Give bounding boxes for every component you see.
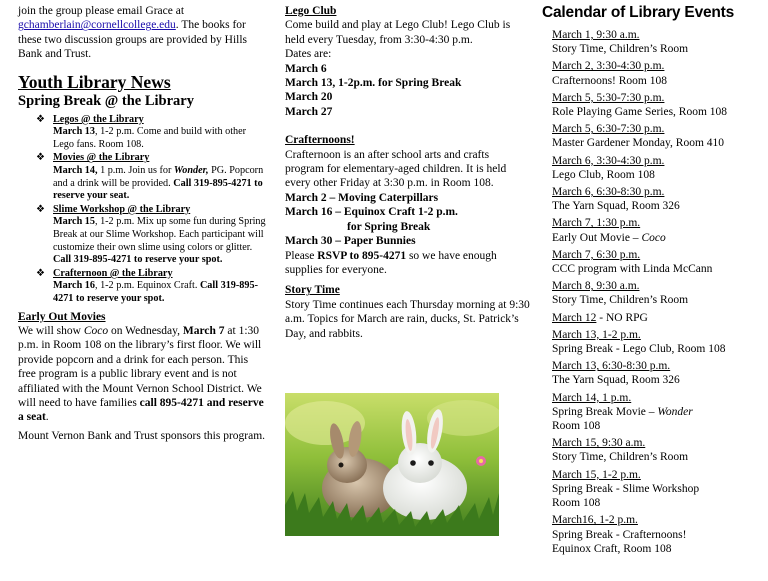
early-out-text: at 1:30 p.m. in Room 108 on the library’s first floor. We will provide popcorn and a drink for each person. This free program is a public library event and is not affiliated with the Mount Vernon School District. We will need to have families bbox=[18, 324, 262, 409]
calendar-desc-text: Story Time, Children’s Room bbox=[552, 43, 689, 56]
bunnies-photo bbox=[285, 393, 499, 536]
craft-date: March 2 – Moving Caterpillars bbox=[285, 191, 439, 204]
event-call: Call 319-895-4271 to reserve your seat. bbox=[53, 177, 263, 202]
calendar-desc bbox=[552, 405, 764, 419]
calendar-item bbox=[552, 122, 764, 150]
calendar-date: March 5, 5:30-7:30 p.m. bbox=[552, 91, 665, 104]
calendar-item bbox=[552, 28, 764, 56]
calendar-desc-2: Room 108 bbox=[552, 420, 601, 433]
event-title: Crafternoon @ the Library bbox=[53, 267, 173, 279]
calendar-date: March 5, 6:30-7:30 p.m. bbox=[552, 123, 665, 136]
early-out-text: . bbox=[45, 411, 49, 424]
calendar-desc-text: Story Time, Children’s Room bbox=[552, 294, 689, 307]
event-date: March 13 bbox=[53, 126, 95, 138]
calendar-column bbox=[542, 4, 764, 559]
event-title: Movies @ the Library bbox=[53, 152, 150, 164]
calendar-date: March16, 1-2 p.m. bbox=[552, 514, 638, 527]
event-body: , 1-2 p.m. Mix up some fun during Spring Break at our Slime Workshop. Each participant will customize their own slime using colors or glitter. bbox=[53, 216, 266, 253]
diamond-bullet-icon: ❖ bbox=[36, 203, 45, 215]
event-date: March 14, bbox=[53, 165, 98, 176]
story-time-text: Story Time continues each Thursday morning at 9:30 a.m. Topics for March are rain, ducks, St. Patrick’s Day, and rabbits. bbox=[285, 298, 530, 340]
left-column bbox=[18, 4, 268, 447]
craft-date: March 30 – Paper Bunnies bbox=[285, 235, 416, 248]
calendar-desc-text: Spring Break - Lego Club, Room 108 bbox=[552, 343, 726, 356]
calendar-item bbox=[552, 311, 764, 325]
rsvp-text bbox=[285, 249, 530, 278]
craft-date: March 16 – Equinox Craft 1-2 p.m. bbox=[285, 206, 458, 219]
early-out-heading: Early Out Movies bbox=[18, 310, 106, 323]
spring-break-events bbox=[36, 114, 268, 306]
event-item bbox=[36, 152, 268, 202]
calendar-date: March 7, 6:30 p.m. bbox=[552, 248, 641, 261]
event-title: Slime Workshop @ the Library bbox=[53, 203, 191, 215]
calendar-desc bbox=[552, 450, 764, 464]
calendar-desc-2: Room 108 bbox=[552, 497, 601, 510]
calendar-desc bbox=[552, 231, 764, 245]
story-time-heading: Story Time bbox=[285, 284, 340, 297]
calendar-date: March 6, 3:30-4:30 p.m. bbox=[552, 154, 665, 167]
event-item bbox=[36, 204, 268, 267]
lego-date: March 20 bbox=[285, 91, 333, 104]
event-date: March 15 bbox=[53, 216, 95, 228]
craft-date: for Spring Break bbox=[347, 220, 431, 233]
calendar-desc bbox=[552, 293, 764, 307]
calendar-item bbox=[552, 216, 764, 244]
calendar-desc-text: Early Out Movie – bbox=[552, 231, 642, 244]
calendar-desc bbox=[552, 136, 764, 150]
calendar-desc-text: CCC program with Linda McCann bbox=[552, 263, 713, 276]
calendar-item bbox=[552, 359, 764, 387]
lego-club-text: Come build and play at Lego Club! Lego Club is held every Tuesday, from 3:30-4:30 p.m. bbox=[285, 19, 511, 46]
rsvp-part: so we have enough supplies for everyone. bbox=[285, 249, 497, 276]
calendar-desc-2: Equinox Craft, Room 108 bbox=[552, 542, 672, 555]
intro-paragraph bbox=[18, 4, 268, 62]
calendar-desc-text: Story Time, Children’s Room bbox=[552, 451, 689, 464]
calendar-date: March 13, 6:30-8:30 p.m. bbox=[552, 360, 671, 373]
calendar-date: March 1, 9:30 a.m. bbox=[552, 29, 640, 41]
calendar-date: March 6, 6:30-8:30 p.m. bbox=[552, 186, 665, 199]
rsvp-phone: RSVP to 895-4271 bbox=[317, 249, 407, 262]
calendar-date: March 12 bbox=[552, 311, 597, 324]
intro-text: join the group please email Grace at bbox=[18, 5, 185, 17]
movie-title: Wonder, bbox=[173, 165, 209, 176]
calendar-desc-text: The Yarn Squad, Room 326 bbox=[552, 374, 680, 387]
calendar-desc-text: Spring Break - Crafternoons! bbox=[552, 528, 687, 541]
rsvp-part: Please bbox=[285, 249, 318, 262]
calendar-list bbox=[542, 28, 764, 556]
crafternoons-text: Crafternoon is an after school arts and crafts program for elementary-aged children. It is held every other Friday at 3:30 p.m. in Room 108. bbox=[285, 148, 507, 190]
intro-text-end: . The books for these two discussion groups are provided by Hills Bank and Trust. bbox=[18, 19, 248, 61]
calendar-desc bbox=[552, 482, 764, 496]
calendar-item bbox=[552, 59, 764, 87]
event-body: 1 p.m. Join us for bbox=[97, 165, 174, 176]
calendar-item bbox=[552, 91, 764, 119]
middle-column bbox=[285, 4, 530, 341]
youth-library-heading: Youth Library News bbox=[18, 71, 171, 92]
early-out-date: March 7 bbox=[182, 324, 225, 337]
lego-date: March 27 bbox=[285, 105, 333, 118]
early-out-text: We will show bbox=[18, 324, 84, 337]
crafternoons-heading: Crafternoons! bbox=[285, 134, 355, 147]
event-item bbox=[36, 114, 268, 152]
calendar-desc-text: Lego Club, Room 108 bbox=[552, 168, 655, 181]
calendar-desc bbox=[552, 168, 764, 182]
event-call: Call 319-895-4271 to reserve your spot. bbox=[53, 280, 258, 304]
calendar-date: March 13, 1-2 p.m. bbox=[552, 328, 641, 341]
calendar-desc: - NO RPG bbox=[596, 311, 648, 324]
calendar-item bbox=[552, 248, 764, 276]
calendar-date: March 2, 3:30-4:30 p.m. bbox=[552, 60, 665, 73]
calendar-desc-text: Master Gardener Monday, Room 410 bbox=[552, 137, 725, 150]
calendar-desc-text: Spring Break Movie – bbox=[552, 405, 658, 418]
diamond-bullet-icon: ❖ bbox=[36, 152, 45, 164]
event-call: Call 319-895-4271 to reserve your spot. bbox=[53, 254, 223, 266]
calendar-desc bbox=[552, 262, 764, 276]
calendar-desc bbox=[552, 528, 764, 542]
sponsor-text: Mount Vernon Bank and Trust sponsors this program. bbox=[18, 429, 266, 442]
calendar-item bbox=[552, 436, 764, 464]
diamond-bullet-icon: ❖ bbox=[36, 113, 45, 125]
calendar-desc bbox=[552, 373, 764, 387]
calendar-desc-text: Crafternoons! Room 108 bbox=[552, 74, 667, 87]
bunnies-illustration bbox=[285, 393, 499, 536]
calendar-desc-text: Role Playing Game Series, Room 108 bbox=[552, 106, 728, 119]
calendar-desc-text: Spring Break - Slime Workshop bbox=[552, 482, 700, 495]
early-out-paragraph bbox=[18, 324, 268, 425]
spring-break-heading: Spring Break @ the Library bbox=[18, 92, 194, 109]
event-body-2: PG. Popcorn and a drink will be provided. bbox=[53, 165, 264, 189]
early-out-text: on Wednesday, bbox=[108, 324, 183, 337]
calendar-desc bbox=[552, 42, 764, 56]
calendar-item bbox=[552, 391, 764, 434]
calendar-desc bbox=[552, 74, 764, 88]
calendar-desc bbox=[552, 342, 764, 356]
event-item bbox=[36, 268, 268, 306]
early-out-call: call 895-4271 and reserve a seat bbox=[18, 396, 264, 424]
calendar-desc bbox=[552, 105, 764, 119]
calendar-date: March 8, 9:30 a.m. bbox=[552, 280, 640, 293]
event-date: March 16 bbox=[53, 280, 95, 292]
calendar-date: March 14, 1 p.m. bbox=[552, 391, 632, 404]
event-title: Legos @ the Library bbox=[53, 113, 144, 125]
calendar-item bbox=[552, 185, 764, 213]
diamond-bullet-icon: ❖ bbox=[36, 267, 45, 279]
event-body: , 1-2 p.m. Equinox Craft. bbox=[94, 280, 200, 292]
calendar-desc bbox=[552, 199, 764, 213]
calendar-movie-title: Wonder bbox=[657, 405, 693, 418]
calendar-movie-title: Coco bbox=[641, 231, 666, 244]
calendar-date: March 15, 1-2 p.m. bbox=[552, 468, 641, 481]
calendar-item bbox=[552, 468, 764, 511]
calendar-date: March 7, 1:30 p.m. bbox=[552, 217, 641, 230]
lego-club-heading: Lego Club bbox=[285, 5, 337, 17]
calendar-item bbox=[552, 279, 764, 307]
calendar-desc-text: The Yarn Squad, Room 326 bbox=[552, 200, 680, 213]
event-body: , 1-2 p.m. Come and build with other Lego fans. Room 108. bbox=[53, 126, 247, 150]
calendar-item bbox=[552, 328, 764, 356]
email-link[interactable]: gchamberlain@cornellcollege.edu bbox=[18, 19, 176, 32]
calendar-item bbox=[552, 154, 764, 182]
calendar-item bbox=[552, 513, 764, 556]
lego-date: March 13, 1-2p.m. for Spring Break bbox=[285, 77, 462, 90]
early-out-movie: Coco bbox=[83, 324, 109, 337]
dates-label: Dates are: bbox=[285, 48, 332, 61]
calendar-title: Calendar of Library Events bbox=[542, 4, 735, 21]
lego-date: March 6 bbox=[285, 62, 327, 75]
calendar-date: March 15, 9:30 a.m. bbox=[552, 437, 646, 450]
